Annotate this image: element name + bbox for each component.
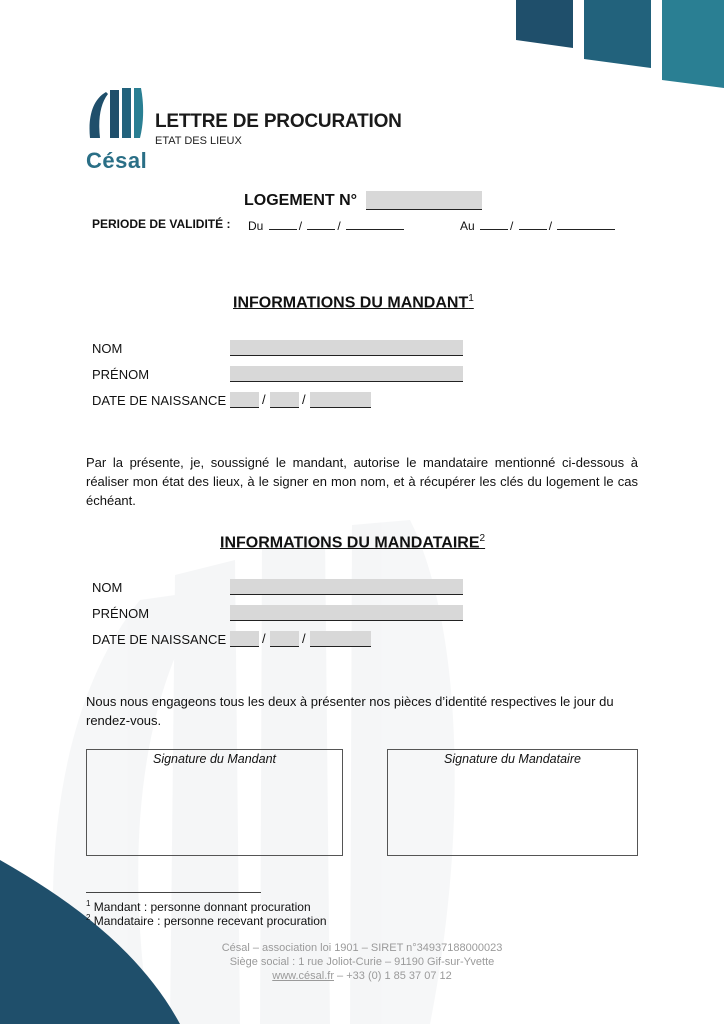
logo-wordmark: Césal: [86, 148, 148, 173]
footer-line-2: Siège social : 1 rue Joliot-Curie – 91190 Gif-sur-Yvette: [229, 956, 495, 968]
to-month-field[interactable]: [519, 217, 547, 230]
mandant-signature-box[interactable]: [86, 749, 343, 856]
website-link[interactable]: www.césal.fr: [272, 970, 334, 982]
mandataire-signature-label: Signature du Mandataire: [444, 752, 581, 766]
footnote-2: [86, 913, 327, 928]
validity-label: PERIODE DE VALIDITÉ :: [92, 217, 231, 231]
mandant-signature-label: Signature du Mandant: [152, 752, 276, 766]
commitment-paragraph: Nous nous engageons tous les deux à présenter nos pièces d’identité respectives le jour du rendez-vous.: [86, 694, 614, 728]
footnote-divider: [86, 892, 261, 893]
mandant-prenom-label: PRÉNOM: [92, 367, 150, 382]
mandataire-prenom-label: PRÉNOM: [92, 606, 150, 621]
logement-label: LOGEMENT N°: [244, 192, 358, 209]
footnote-2-text: Mandataire : personne recevant procuration: [93, 914, 327, 928]
mandataire-heading: [220, 533, 485, 552]
from-day-field[interactable]: [269, 217, 297, 230]
mandataire-nom-field[interactable]: [230, 579, 463, 595]
document-title: LETTRE DE PROCURATION: [155, 111, 402, 132]
from-month-field[interactable]: [307, 217, 335, 230]
mandant-nom-field[interactable]: [230, 340, 463, 356]
mandant-dob-month-field[interactable]: [270, 392, 299, 408]
validity-to: Au / /: [460, 217, 617, 233]
logement-row: [244, 191, 482, 210]
mandataire-prenom-field[interactable]: [230, 605, 463, 621]
validity-from-label: Du: [248, 219, 264, 233]
mandataire-footnote-ref: 2: [479, 533, 486, 544]
footer-phone: – +33 (0) 1 85 37 07 12: [334, 970, 452, 982]
mandataire-dob-year-field[interactable]: [310, 631, 371, 647]
document-subtitle: ETAT DES LIEUX: [155, 135, 242, 147]
footer-line-1: Césal – association loi 1901 – SIRET n°34937188000023: [221, 942, 503, 954]
mandataire-dob-label: DATE DE NAISSANCE: [92, 632, 227, 647]
mandant-heading-text: INFORMATIONS DU MANDANT: [233, 294, 469, 312]
mandataire-dob-month-field[interactable]: [270, 631, 299, 647]
footnote-2-ref: 2: [86, 913, 91, 922]
mandataire-signature-box[interactable]: [387, 749, 638, 856]
mandant-dob-year-field[interactable]: [310, 392, 371, 408]
authorization-paragraph: Par la présente, je, soussigné le mandant, autorise le mandataire mentionné ci-dessous à réaliser mon état des lieux, à le signer en mon nom, et à récupérer les clés du logement le cas échéant.: [86, 455, 638, 508]
mandant-prenom-field[interactable]: [230, 366, 463, 382]
logement-number-field[interactable]: [366, 191, 482, 210]
mandant-heading: [233, 293, 474, 312]
mandant-footnote-ref: 1: [468, 293, 474, 304]
validity-to-label: Au: [460, 219, 475, 233]
mandataire-nom-label: NOM: [92, 580, 123, 595]
footnote-1-text: Mandant : personne donnant procuration: [93, 900, 311, 914]
to-day-field[interactable]: [480, 217, 508, 230]
footnote-1-ref: 1: [86, 899, 91, 908]
mandant-dob-label: DATE DE NAISSANCE: [92, 393, 227, 408]
mandant-nom-label: NOM: [92, 341, 123, 356]
mandataire-heading-text: INFORMATIONS DU MANDATAIRE: [220, 534, 480, 552]
validity-from: Du / /: [248, 217, 406, 233]
footer-line-3: [0, 969, 724, 983]
from-year-field[interactable]: [346, 217, 404, 230]
footnote-1: [86, 899, 311, 914]
mandataire-dob-day-field[interactable]: [230, 631, 259, 647]
mandant-dob-day-field[interactable]: [230, 392, 259, 408]
to-year-field[interactable]: [557, 217, 615, 230]
